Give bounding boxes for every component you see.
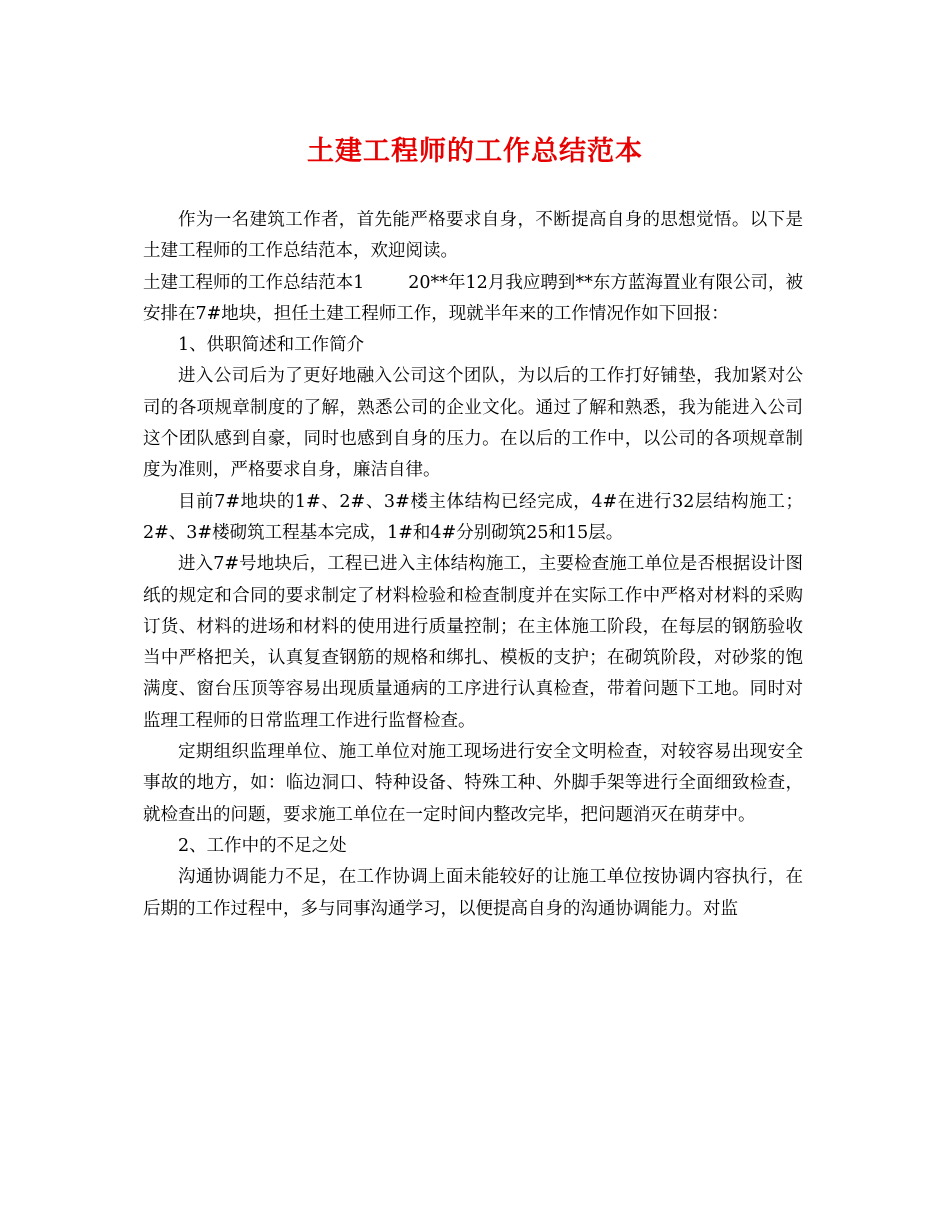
document-body — [143, 205, 803, 925]
paragraph-3: 进入7#号地块后，工程已进入主体结构施工，主要检查施工单位是否根据设计图纸的规定和合同的要求制定了材料检验和检查制度并在实际工作中严格对材料的采购订货、材料的进场和材料的使用进行质量控制；在主体施工阶段，在每层的钢筋验收当中严格把关，认真复查钢筋的规格和绑扎、模板的支护；在砌筑阶段，对砂浆的饱满度、窗台压顶等容易出现质量通病的工序进行认真检查，带着问题下工地。同时对监理工程师的日常监理工作进行监督检查。 — [143, 554, 803, 731]
item-label: 土建工程师的工作总结范本1 — [143, 272, 365, 293]
document-title: 土建工程师的工作总结范本 — [307, 136, 643, 167]
paragraph-1: 进入公司后为了更好地融入公司这个团队，为以后的工作打好铺垫，我加紧对公司的各项规章制度的了解，熟悉公司的企业文化。通过了解和熟悉，我为能进入公司这个团队感到自豪，同时也感到自身的压力。在以后的工作中，以公司的各项规章制度为准则，严格要求自身，廉洁自律。 — [143, 366, 803, 481]
section-1-heading: 1、供职简述和工作简介 — [178, 335, 365, 356]
section-2-heading: 2、工作中的不足之处 — [178, 835, 347, 856]
paragraph-5: 沟通协调能力不足，在工作协调上面未能较好的让施工单位按协调内容执行，在后期的工作过程中，多与同事沟通学习，以便提高自身的沟通协调能力。对监 — [143, 867, 803, 919]
item-lead-text: 20**年12月我应聘到**东方蓝海置业有限公司，被安排在7#地块，担任土建工程师工作，现就半年来的工作情况作如下回报： — [143, 272, 803, 324]
item-lead-paragraph — [143, 268, 803, 331]
intro-paragraph: 作为一名建筑工作者，首先能严格要求自身，不断提高自身的思想觉悟。以下是土建工程师的工作总结范本，欢迎阅读。 — [143, 210, 803, 262]
paragraph-2: 目前7#地块的1#、2#、3#楼主体结构已经完成，4#在进行32层结构施工；2#、3#楼砌筑工程基本完成，1#和4#分别砌筑25和15层。 — [143, 491, 803, 543]
paragraph-4: 定期组织监理单位、施工单位对施工现场进行安全文明检查，对较容易出现安全事故的地方，如：临边洞口、特种设备、特殊工种、外脚手架等进行全面细致检查，就检查出的问题，要求施工单位在一定时间内整改完毕，把问题消灭在萌芽中。 — [143, 742, 803, 825]
